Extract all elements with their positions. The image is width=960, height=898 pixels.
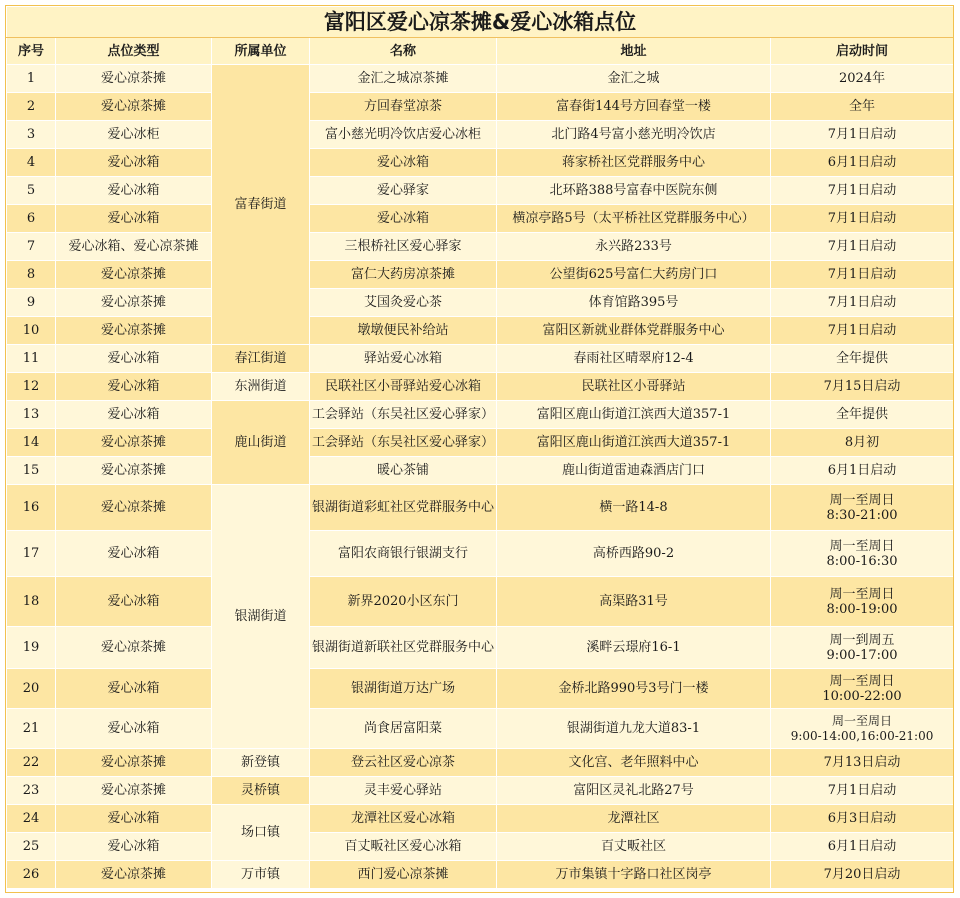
cell-no[interactable]: 26: [7, 861, 56, 889]
cell-unit-yinhu[interactable]: 银湖街道: [212, 485, 310, 749]
time-hours: 9:00-14:00,16:00-21:00: [790, 728, 934, 743]
cell-type[interactable]: 爱心凉茶摊: [56, 457, 212, 485]
cell-name[interactable]: 爱心驿家: [310, 177, 497, 205]
cell-start-time[interactable]: 6月1日启动: [771, 149, 954, 177]
cell-start-time[interactable]: 8月初: [771, 429, 954, 457]
cell-name[interactable]: 艾国灸爱心茶: [310, 289, 497, 317]
cell-start-time[interactable]: 7月1日启动: [771, 289, 954, 317]
cell-address[interactable]: 高渠路31号: [497, 577, 771, 627]
cell-no[interactable]: 18: [7, 577, 56, 627]
cell-start-time[interactable]: [771, 577, 954, 627]
cell-no[interactable]: 1: [7, 65, 56, 93]
cell-start-time[interactable]: 7月13日启动: [771, 749, 954, 777]
cell-no[interactable]: 20: [7, 669, 56, 709]
cell-start-time[interactable]: 7月1日启动: [771, 317, 954, 345]
table-row: [7, 577, 954, 627]
time-days: 周一至周日: [829, 492, 895, 508]
table-row: [7, 261, 954, 289]
cell-type[interactable]: 爱心冰箱: [56, 149, 212, 177]
cell-unit-dongzhou[interactable]: 东洲街道: [212, 373, 310, 401]
cell-name[interactable]: [310, 429, 497, 457]
table-row: [7, 373, 954, 401]
cell-type[interactable]: 爱心冰箱: [56, 177, 212, 205]
cell-name[interactable]: 银湖街道新联社区党群服务中心: [310, 627, 497, 669]
cell-address[interactable]: 富阳区灵礼北路27号: [497, 777, 771, 805]
time-days: 周一至周日: [829, 538, 895, 554]
cell-start-time[interactable]: 6月1日启动: [771, 833, 954, 861]
table-row: [7, 709, 954, 749]
cell-no[interactable]: 21: [7, 709, 56, 749]
table-row: [7, 93, 954, 121]
table-row: [7, 289, 954, 317]
cell-name[interactable]: 爱心冰箱: [310, 205, 497, 233]
cell-type[interactable]: 爱心冰柜: [56, 121, 212, 149]
cell-address[interactable]: 北环路388号富春中医院东侧: [497, 177, 771, 205]
cell-name[interactable]: 暖心茶铺: [310, 457, 497, 485]
header-no[interactable]: 序号: [7, 38, 56, 65]
cell-name[interactable]: 尚食居富阳菜: [310, 709, 497, 749]
cell-name[interactable]: 驿站爱心冰箱: [310, 345, 497, 373]
time-days: 周一至周日: [832, 713, 893, 728]
time-hours: 9:00-17:00: [826, 647, 898, 663]
cell-type[interactable]: 爱心冰箱: [56, 205, 212, 233]
time-hours: 8:00-19:00: [826, 601, 898, 617]
cell-start-time[interactable]: 7月20日启动: [771, 861, 954, 889]
cell-address[interactable]: 高桥西路90-2: [497, 531, 771, 577]
cell-name[interactable]: 富小慈光明冷饮店爱心冰柜: [310, 121, 497, 149]
cell-name[interactable]: 百丈畈社区爱心冰箱: [310, 833, 497, 861]
cell-no[interactable]: 13: [7, 401, 56, 429]
cell-no[interactable]: 5: [7, 177, 56, 205]
cell-no[interactable]: 22: [7, 749, 56, 777]
time-hours: 8:00-16:30: [826, 553, 898, 569]
cell-type[interactable]: 爱心凉茶摊: [56, 261, 212, 289]
cell-name[interactable]: 银湖街道彩虹社区党群服务中心: [310, 485, 497, 531]
table-row: [7, 177, 954, 205]
cell-name[interactable]: 爱心冰箱: [310, 149, 497, 177]
cell-no[interactable]: 16: [7, 485, 56, 531]
cell-address[interactable]: 富阳区鹿山街道江滨西大道357-1: [497, 401, 771, 429]
cell-start-time[interactable]: [771, 709, 954, 749]
cell-name[interactable]: 墩墩便民补给站: [310, 317, 497, 345]
cell-start-time[interactable]: 全年提供: [771, 401, 954, 429]
cell-start-time[interactable]: 7月1日启动: [771, 261, 954, 289]
cell-name-text: 工会驿站（东吴社区爱心驿家）: [312, 434, 494, 450]
table-row: [7, 429, 954, 457]
header-address[interactable]: 地址: [497, 38, 771, 65]
cell-address[interactable]: 金桥北路990号3号门一楼: [497, 669, 771, 709]
cell-type[interactable]: 爱心冰箱: [56, 669, 212, 709]
cell-type[interactable]: 爱心冰箱: [56, 833, 212, 861]
table-row: [7, 485, 954, 531]
cell-type[interactable]: 爱心冰箱: [56, 345, 212, 373]
cell-no[interactable]: 9: [7, 289, 56, 317]
cell-type[interactable]: 爱心凉茶摊: [56, 65, 212, 93]
table-row: [7, 833, 954, 861]
title-row: [7, 7, 954, 38]
cell-start-time[interactable]: 2024年: [771, 65, 954, 93]
cell-address[interactable]: 富春街144号方回春堂一楼: [497, 93, 771, 121]
cell-no[interactable]: 24: [7, 805, 56, 833]
cell-type[interactable]: 爱心冰箱: [56, 805, 212, 833]
cell-no[interactable]: 12: [7, 373, 56, 401]
sheet-title: 富阳区爱心凉茶摊&爱心冰箱点位: [7, 7, 954, 38]
cell-no[interactable]: 17: [7, 531, 56, 577]
time-days: 周一到周五: [829, 632, 895, 648]
cell-type[interactable]: 爱心冰箱、爱心凉茶摊: [56, 233, 212, 261]
table-row: [7, 627, 954, 669]
cell-address[interactable]: 北门路4号富小慈光明冷饮店: [497, 121, 771, 149]
cell-no[interactable]: 14: [7, 429, 56, 457]
cell-address[interactable]: 富阳区新就业群体党群服务中心: [497, 317, 771, 345]
table-row: [7, 65, 954, 93]
table-row: [7, 805, 954, 833]
cell-start-time[interactable]: 7月1日启动: [771, 121, 954, 149]
cell-no[interactable]: 3: [7, 121, 56, 149]
table-row: [7, 233, 954, 261]
cell-unit-xindeng[interactable]: 新登镇: [212, 749, 310, 777]
table-row: [7, 457, 954, 485]
header-type[interactable]: 点位类型: [56, 38, 212, 65]
cell-unit-fuchun[interactable]: 富春街道: [212, 65, 310, 345]
table-row: [7, 345, 954, 373]
cell-type[interactable]: 爱心凉茶摊: [56, 749, 212, 777]
cell-name[interactable]: 富阳农商银行银湖支行: [310, 531, 497, 577]
table-row: [7, 777, 954, 805]
table-row: [7, 317, 954, 345]
table-row: [7, 669, 954, 709]
cell-start-time[interactable]: [771, 485, 954, 531]
cell-no[interactable]: 8: [7, 261, 56, 289]
table-row: [7, 149, 954, 177]
cell-no[interactable]: 23: [7, 777, 56, 805]
cell-start-time[interactable]: 全年提供: [771, 345, 954, 373]
cell-start-time[interactable]: 6月1日启动: [771, 457, 954, 485]
cell-no[interactable]: 2: [7, 93, 56, 121]
cell-no[interactable]: 6: [7, 205, 56, 233]
cell-type[interactable]: 爱心凉茶摊: [56, 317, 212, 345]
cell-address[interactable]: 蒋家桥社区党群服务中心: [497, 149, 771, 177]
cell-unit-lingqiao[interactable]: 灵桥镇: [212, 777, 310, 805]
cell-unit-wanshi[interactable]: 万市镇: [212, 861, 310, 889]
header-name[interactable]: 名称: [310, 38, 497, 65]
cell-address[interactable]: 溪畔云璟府16-1: [497, 627, 771, 669]
cell-start-time[interactable]: 7月1日启动: [771, 777, 954, 805]
time-hours: 8:30-21:00: [826, 507, 898, 523]
cell-type[interactable]: 爱心凉茶摊: [56, 93, 212, 121]
cell-address[interactable]: 公望街625号富仁大药房门口: [497, 261, 771, 289]
table-row: [7, 531, 954, 577]
table-row: [7, 205, 954, 233]
cell-name[interactable]: [310, 401, 497, 429]
table-row: [7, 121, 954, 149]
cell-address[interactable]: 银湖街道九龙大道83-1: [497, 709, 771, 749]
table-row: [7, 861, 954, 889]
cell-type[interactable]: 爱心凉茶摊: [56, 861, 212, 889]
cell-address[interactable]: 横一路14-8: [497, 485, 771, 531]
cell-no[interactable]: 11: [7, 345, 56, 373]
cell-no[interactable]: 10: [7, 317, 56, 345]
cell-address[interactable]: 富阳区鹿山街道江滨西大道357-1: [497, 429, 771, 457]
cell-type[interactable]: 爱心凉茶摊: [56, 429, 212, 457]
cell-type[interactable]: 爱心凉茶摊: [56, 289, 212, 317]
cell-start-time[interactable]: [771, 669, 954, 709]
cell-no[interactable]: 25: [7, 833, 56, 861]
table-row: [7, 401, 954, 429]
cell-no[interactable]: 4: [7, 149, 56, 177]
cell-address[interactable]: 横凉亭路5号（太平桥社区党群服务中心）: [497, 205, 771, 233]
cell-unit-lushan[interactable]: 鹿山街道: [212, 401, 310, 485]
cell-address[interactable]: 万市集镇十字路口社区岗亭: [497, 861, 771, 889]
cell-name[interactable]: 金汇之城凉茶摊: [310, 65, 497, 93]
cell-unit-chunjiang[interactable]: 春江街道: [212, 345, 310, 373]
cell-no[interactable]: 7: [7, 233, 56, 261]
time-days: 周一至周日: [829, 673, 895, 689]
cell-address[interactable]: 龙潭社区: [497, 805, 771, 833]
cell-start-time[interactable]: 全年: [771, 93, 954, 121]
cell-no[interactable]: 15: [7, 457, 56, 485]
cell-name[interactable]: 民联社区小哥驿站爱心冰箱: [310, 373, 497, 401]
cell-no[interactable]: 19: [7, 627, 56, 669]
cell-type[interactable]: 爱心冰箱: [56, 709, 212, 749]
cell-address[interactable]: 体育馆路395号: [497, 289, 771, 317]
cell-address[interactable]: 百丈畈社区: [497, 833, 771, 861]
cell-name[interactable]: 富仁大药房凉茶摊: [310, 261, 497, 289]
time-hours: 10:00-22:00: [822, 688, 902, 704]
cell-name[interactable]: 登云社区爱心凉茶: [310, 749, 497, 777]
cell-start-time[interactable]: 7月1日启动: [771, 205, 954, 233]
cell-type[interactable]: 爱心冰箱: [56, 401, 212, 429]
cell-type[interactable]: 爱心冰箱: [56, 577, 212, 627]
header-row: [7, 38, 954, 65]
cell-type[interactable]: 爱心冰箱: [56, 531, 212, 577]
cell-type[interactable]: 爱心凉茶摊: [56, 627, 212, 669]
cell-name[interactable]: 三根桥社区爱心驿家: [310, 233, 497, 261]
cell-type[interactable]: 爱心冰箱: [56, 373, 212, 401]
cell-address[interactable]: 民联社区小哥驿站: [497, 373, 771, 401]
cell-start-time[interactable]: [771, 627, 954, 669]
cell-name[interactable]: 方回春堂凉茶: [310, 93, 497, 121]
header-start-time[interactable]: 启动时间: [771, 38, 954, 65]
cell-start-time[interactable]: 6月3日启动: [771, 805, 954, 833]
header-unit[interactable]: 所属单位: [212, 38, 310, 65]
cell-name[interactable]: 新界2020小区东门: [310, 577, 497, 627]
cell-address[interactable]: 金汇之城: [497, 65, 771, 93]
cell-start-time[interactable]: 7月15日启动: [771, 373, 954, 401]
table-row: [7, 749, 954, 777]
cell-name[interactable]: 灵丰爱心驿站: [310, 777, 497, 805]
cell-name-text: 工会驿站（东吴社区爱心驿家）: [312, 406, 494, 422]
cell-start-time[interactable]: 7月1日启动: [771, 177, 954, 205]
cell-name[interactable]: 银湖街道万达广场: [310, 669, 497, 709]
data-table: [6, 6, 954, 889]
cell-name[interactable]: 龙潭社区爱心冰箱: [310, 805, 497, 833]
cell-type[interactable]: 爱心凉茶摊: [56, 777, 212, 805]
cell-name[interactable]: 西门爱心凉茶摊: [310, 861, 497, 889]
cell-unit-changkou[interactable]: 场口镇: [212, 805, 310, 861]
cell-address[interactable]: 鹿山街道雷迪森酒店门口: [497, 457, 771, 485]
cell-start-time[interactable]: 7月1日启动: [771, 233, 954, 261]
cell-type[interactable]: 爱心凉茶摊: [56, 485, 212, 531]
cell-address[interactable]: 永兴路233号: [497, 233, 771, 261]
cell-start-time[interactable]: [771, 531, 954, 577]
cell-address[interactable]: 文化宫、老年照料中心: [497, 749, 771, 777]
cell-address[interactable]: 春雨社区晴翠府12-4: [497, 345, 771, 373]
time-days: 周一至周日: [829, 586, 895, 602]
